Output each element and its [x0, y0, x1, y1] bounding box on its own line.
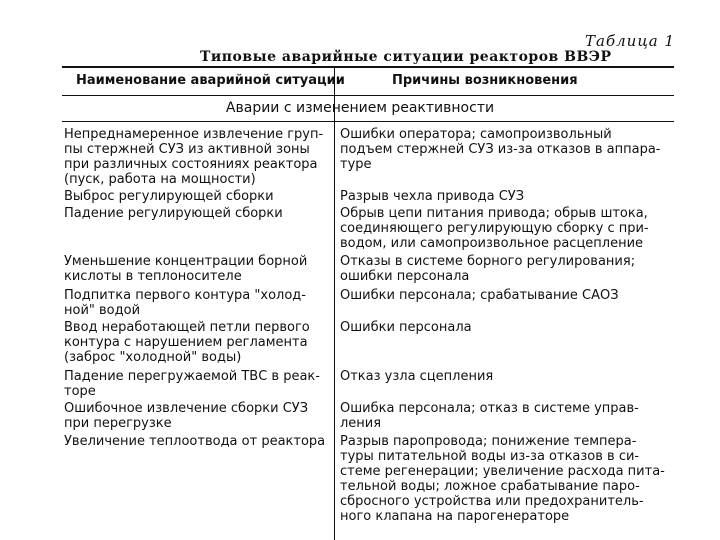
- causes-line: Ошибки оператора; самопроизвольный: [340, 127, 612, 142]
- row-causes: [340, 320, 680, 335]
- row-causes: [340, 434, 680, 524]
- situation-line: Непреднамеренное извлечение груп-: [64, 127, 324, 142]
- section-heading: Аварии с изменением реактивности: [225, 100, 495, 116]
- row-situation: [64, 189, 332, 204]
- causes-line: тельной воды; ложное срабатывание паро-: [340, 479, 640, 494]
- row-causes: [340, 127, 680, 172]
- header-causes: Причины возникновения: [392, 73, 578, 88]
- situation-line: пы стержней СУЗ из активной зоны: [64, 142, 310, 157]
- causes-line: Ошибки персонала: [340, 320, 472, 335]
- causes-line: стеме регенерации; увеличение расхода пита-: [340, 464, 665, 479]
- causes-line: Разрыв паропровода; понижение темпера-: [340, 434, 637, 449]
- causes-line: туре: [340, 157, 372, 172]
- situation-line: (пуск, работа на мощности): [64, 172, 256, 187]
- causes-line: Ошибка персонала; отказ в системе управ-: [340, 401, 639, 416]
- causes-line: Разрыв чехла привода СУЗ: [340, 189, 525, 204]
- situation-line: при перегрузке: [64, 416, 172, 431]
- column-divider: [334, 66, 335, 540]
- situation-line: Выброс регулирующей сборки: [64, 189, 274, 204]
- causes-line: Отказы в системе борного регулирования;: [340, 254, 636, 269]
- causes-line: ного клапана на парогенераторе: [340, 509, 570, 524]
- situation-line: Падение регулирующей сборки: [64, 206, 283, 221]
- causes-line: водом, или самопроизвольное расцепление: [340, 236, 644, 251]
- row-causes: [340, 401, 680, 431]
- situation-line: Подпитка первого контура "холод-: [64, 288, 306, 303]
- causes-line: Обрыв цепи питания привода; обрыв штока,: [340, 206, 648, 221]
- header-situation: Наименование аварийной ситуации: [76, 73, 345, 88]
- row-situation: [64, 254, 332, 284]
- header-rule: [62, 95, 674, 96]
- row-situation: [64, 127, 332, 187]
- situation-line: (заброс "холодной" воды): [64, 350, 242, 365]
- situation-line: Ввод неработающей петли первого: [64, 320, 310, 335]
- row-causes: [340, 369, 680, 384]
- row-situation: [64, 288, 332, 318]
- situation-line: контура с нарушением регламента: [64, 335, 308, 350]
- causes-line: Отказ узла сцепления: [340, 369, 494, 384]
- top-rule: [62, 66, 674, 68]
- causes-line: ления: [340, 416, 382, 431]
- row-causes: [340, 288, 680, 303]
- row-situation: [64, 434, 332, 449]
- row-causes: [340, 206, 680, 251]
- causes-line: Ошибки персонала; срабатывание САОЗ: [340, 288, 619, 303]
- situation-line: ной" водой: [64, 303, 141, 318]
- causes-line: соединяющего регулирующую сборку с при-: [340, 221, 649, 236]
- situation-line: при различных состояниях реактора: [64, 157, 318, 172]
- row-causes: [340, 254, 680, 284]
- section-rule: [62, 121, 674, 122]
- causes-line: туры питательной воды из-за отказов в си-: [340, 449, 640, 464]
- situation-line: кислоты в теплоносителе: [64, 269, 242, 284]
- situation-line: Ошибочное извлечение сборки СУЗ: [64, 401, 309, 416]
- row-situation: [64, 320, 332, 365]
- situation-line: Уменьшение концентрации борной: [64, 254, 308, 269]
- table-number-label: Таблица 1: [585, 32, 676, 50]
- causes-line: сбросного устройства или предохранитель-: [340, 494, 644, 509]
- situation-line: Падение перегружаемой ТВС в реак-: [64, 369, 320, 384]
- situation-line: торе: [64, 384, 96, 399]
- causes-line: подъем стержней СУЗ из-за отказов в аппара-: [340, 142, 661, 157]
- row-causes: [340, 189, 680, 204]
- row-situation: [64, 369, 332, 399]
- causes-line: ошибки персонала: [340, 269, 470, 284]
- row-situation: [64, 401, 332, 431]
- row-situation: [64, 206, 332, 221]
- table-title: Типовые аварийные ситуации реакторов ВВЭР: [200, 49, 612, 65]
- situation-line: Увеличение теплоотвода от реактора: [64, 434, 326, 449]
